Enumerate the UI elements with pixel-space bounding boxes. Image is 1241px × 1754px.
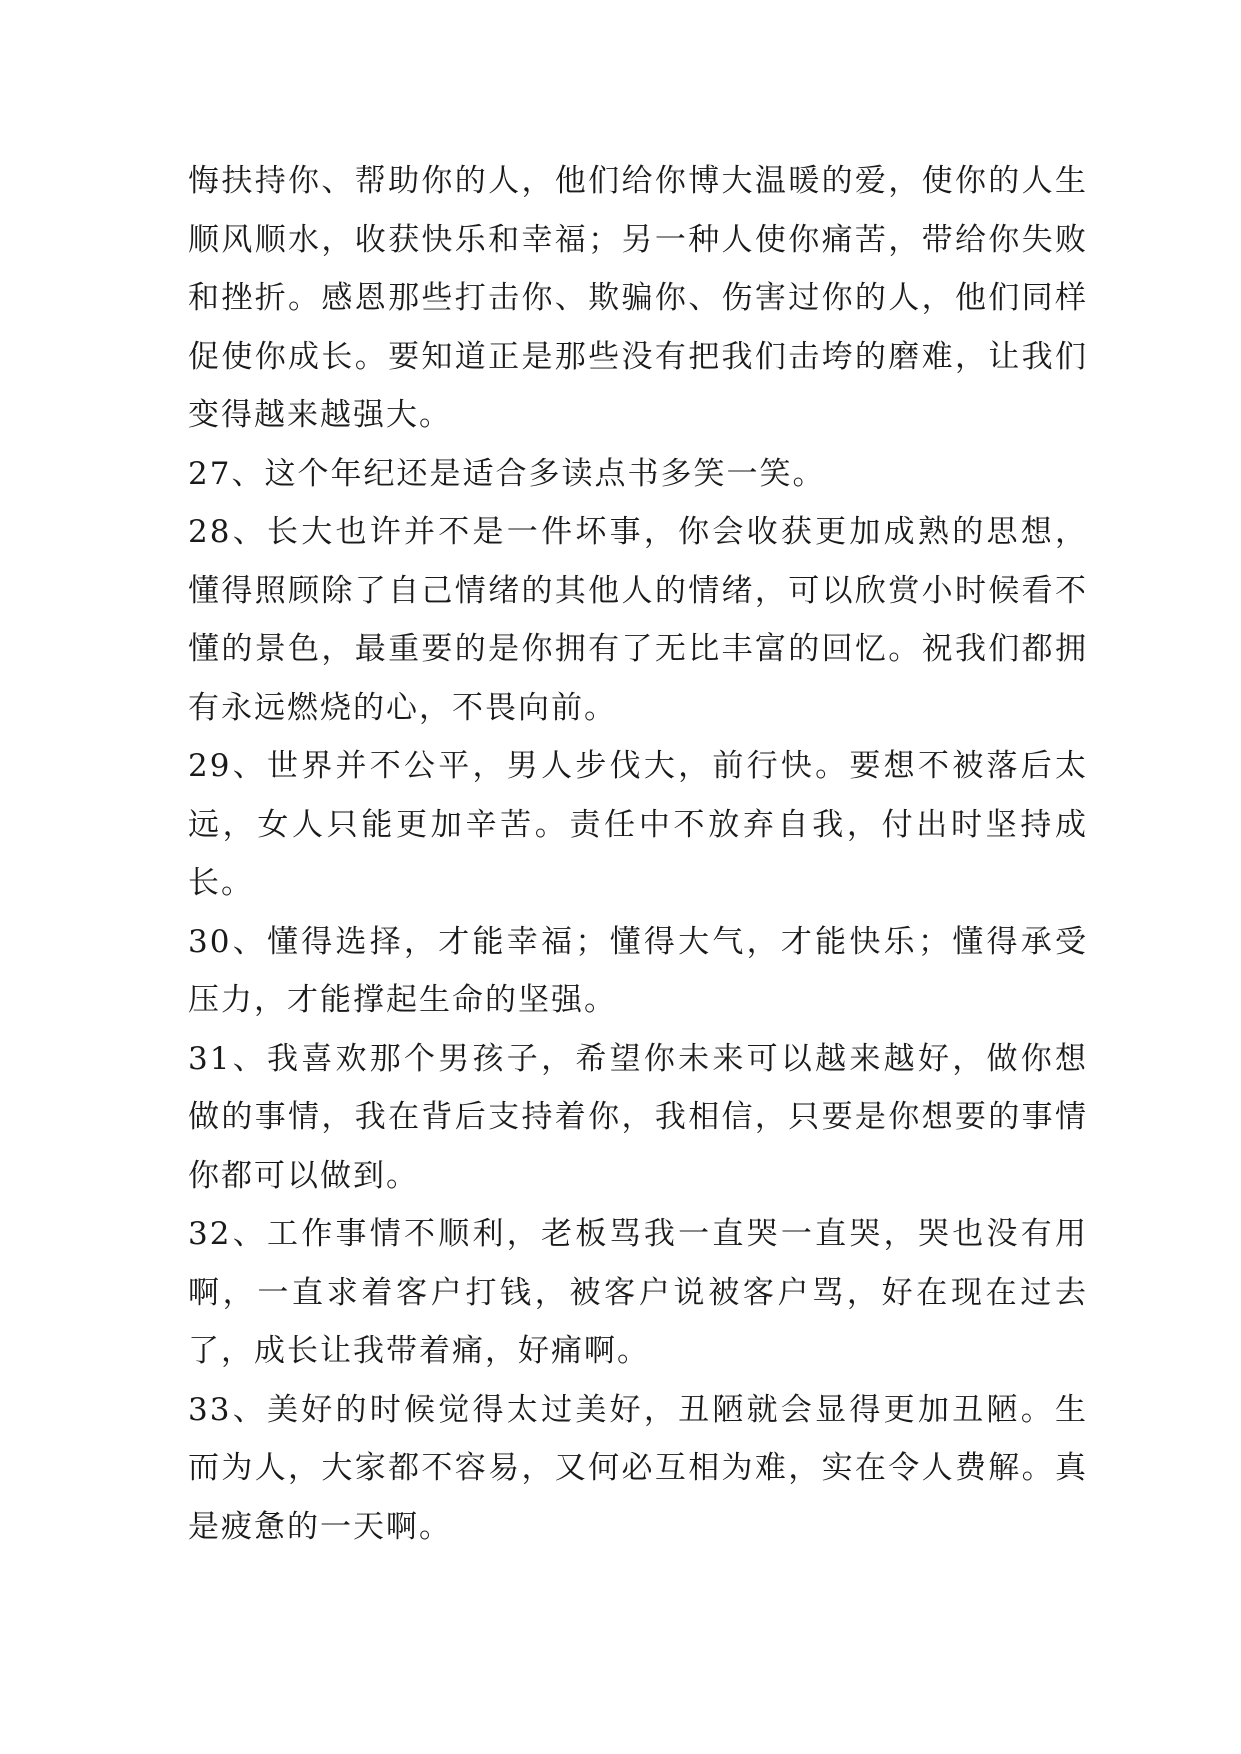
paragraph-28: 28、长大也许并不是一件坏事，你会收获更加成熟的思想，懂得照顾除了自己情绪的其他人的情绪，可以欣赏小时候看不懂的景色，最重要的是你拥有了无比丰富的回忆。祝我们都拥有永远燃烧的心，不畏向前。	[188, 514, 1088, 726]
paragraph-continuation: 悔扶持你、帮助你的人，他们给你博大温暖的爱，使你的人生顺风顺水，收获快乐和幸福；另一种人使你痛苦，带给你失败和挫折。感恩那些打击你、欺骗你、伤害过你的人，他们同样促使你成长。要知道正是那些没有把我们击垮的磨难，让我们变得越来越强大。	[188, 163, 1088, 433]
paragraph-32: 32、工作事情不顺利，老板骂我一直哭一直哭，哭也没有用啊，一直求着客户打钱，被客户说被客户骂，好在现在过去了，成长让我带着痛，好痛啊。	[188, 1216, 1088, 1369]
paragraph-29: 29、世界并不公平，男人步伐大，前行快。要想不被落后太远，女人只能更加辛苦。责任中不放弃自我，付出时坚持成长。	[188, 748, 1088, 901]
paragraph-33: 33、美好的时候觉得太过美好，丑陋就会显得更加丑陋。生而为人，大家都不容易，又何必互相为难，实在令人费解。真是疲惫的一天啊。	[188, 1391, 1088, 1545]
document-body	[188, 152, 1088, 1556]
paragraph-31: 31、我喜欢那个男孩子，希望你未来可以越来越好，做你想做的事情，我在背后支持着你，我相信，只要是你想要的事情你都可以做到。	[188, 1040, 1088, 1194]
paragraph-27: 27、这个年纪还是适合多读点书多笑一笑。	[188, 455, 826, 492]
paragraph-30: 30、懂得选择，才能幸福；懂得大气，才能快乐；懂得承受压力，才能撑起生命的坚强。	[188, 923, 1088, 1018]
